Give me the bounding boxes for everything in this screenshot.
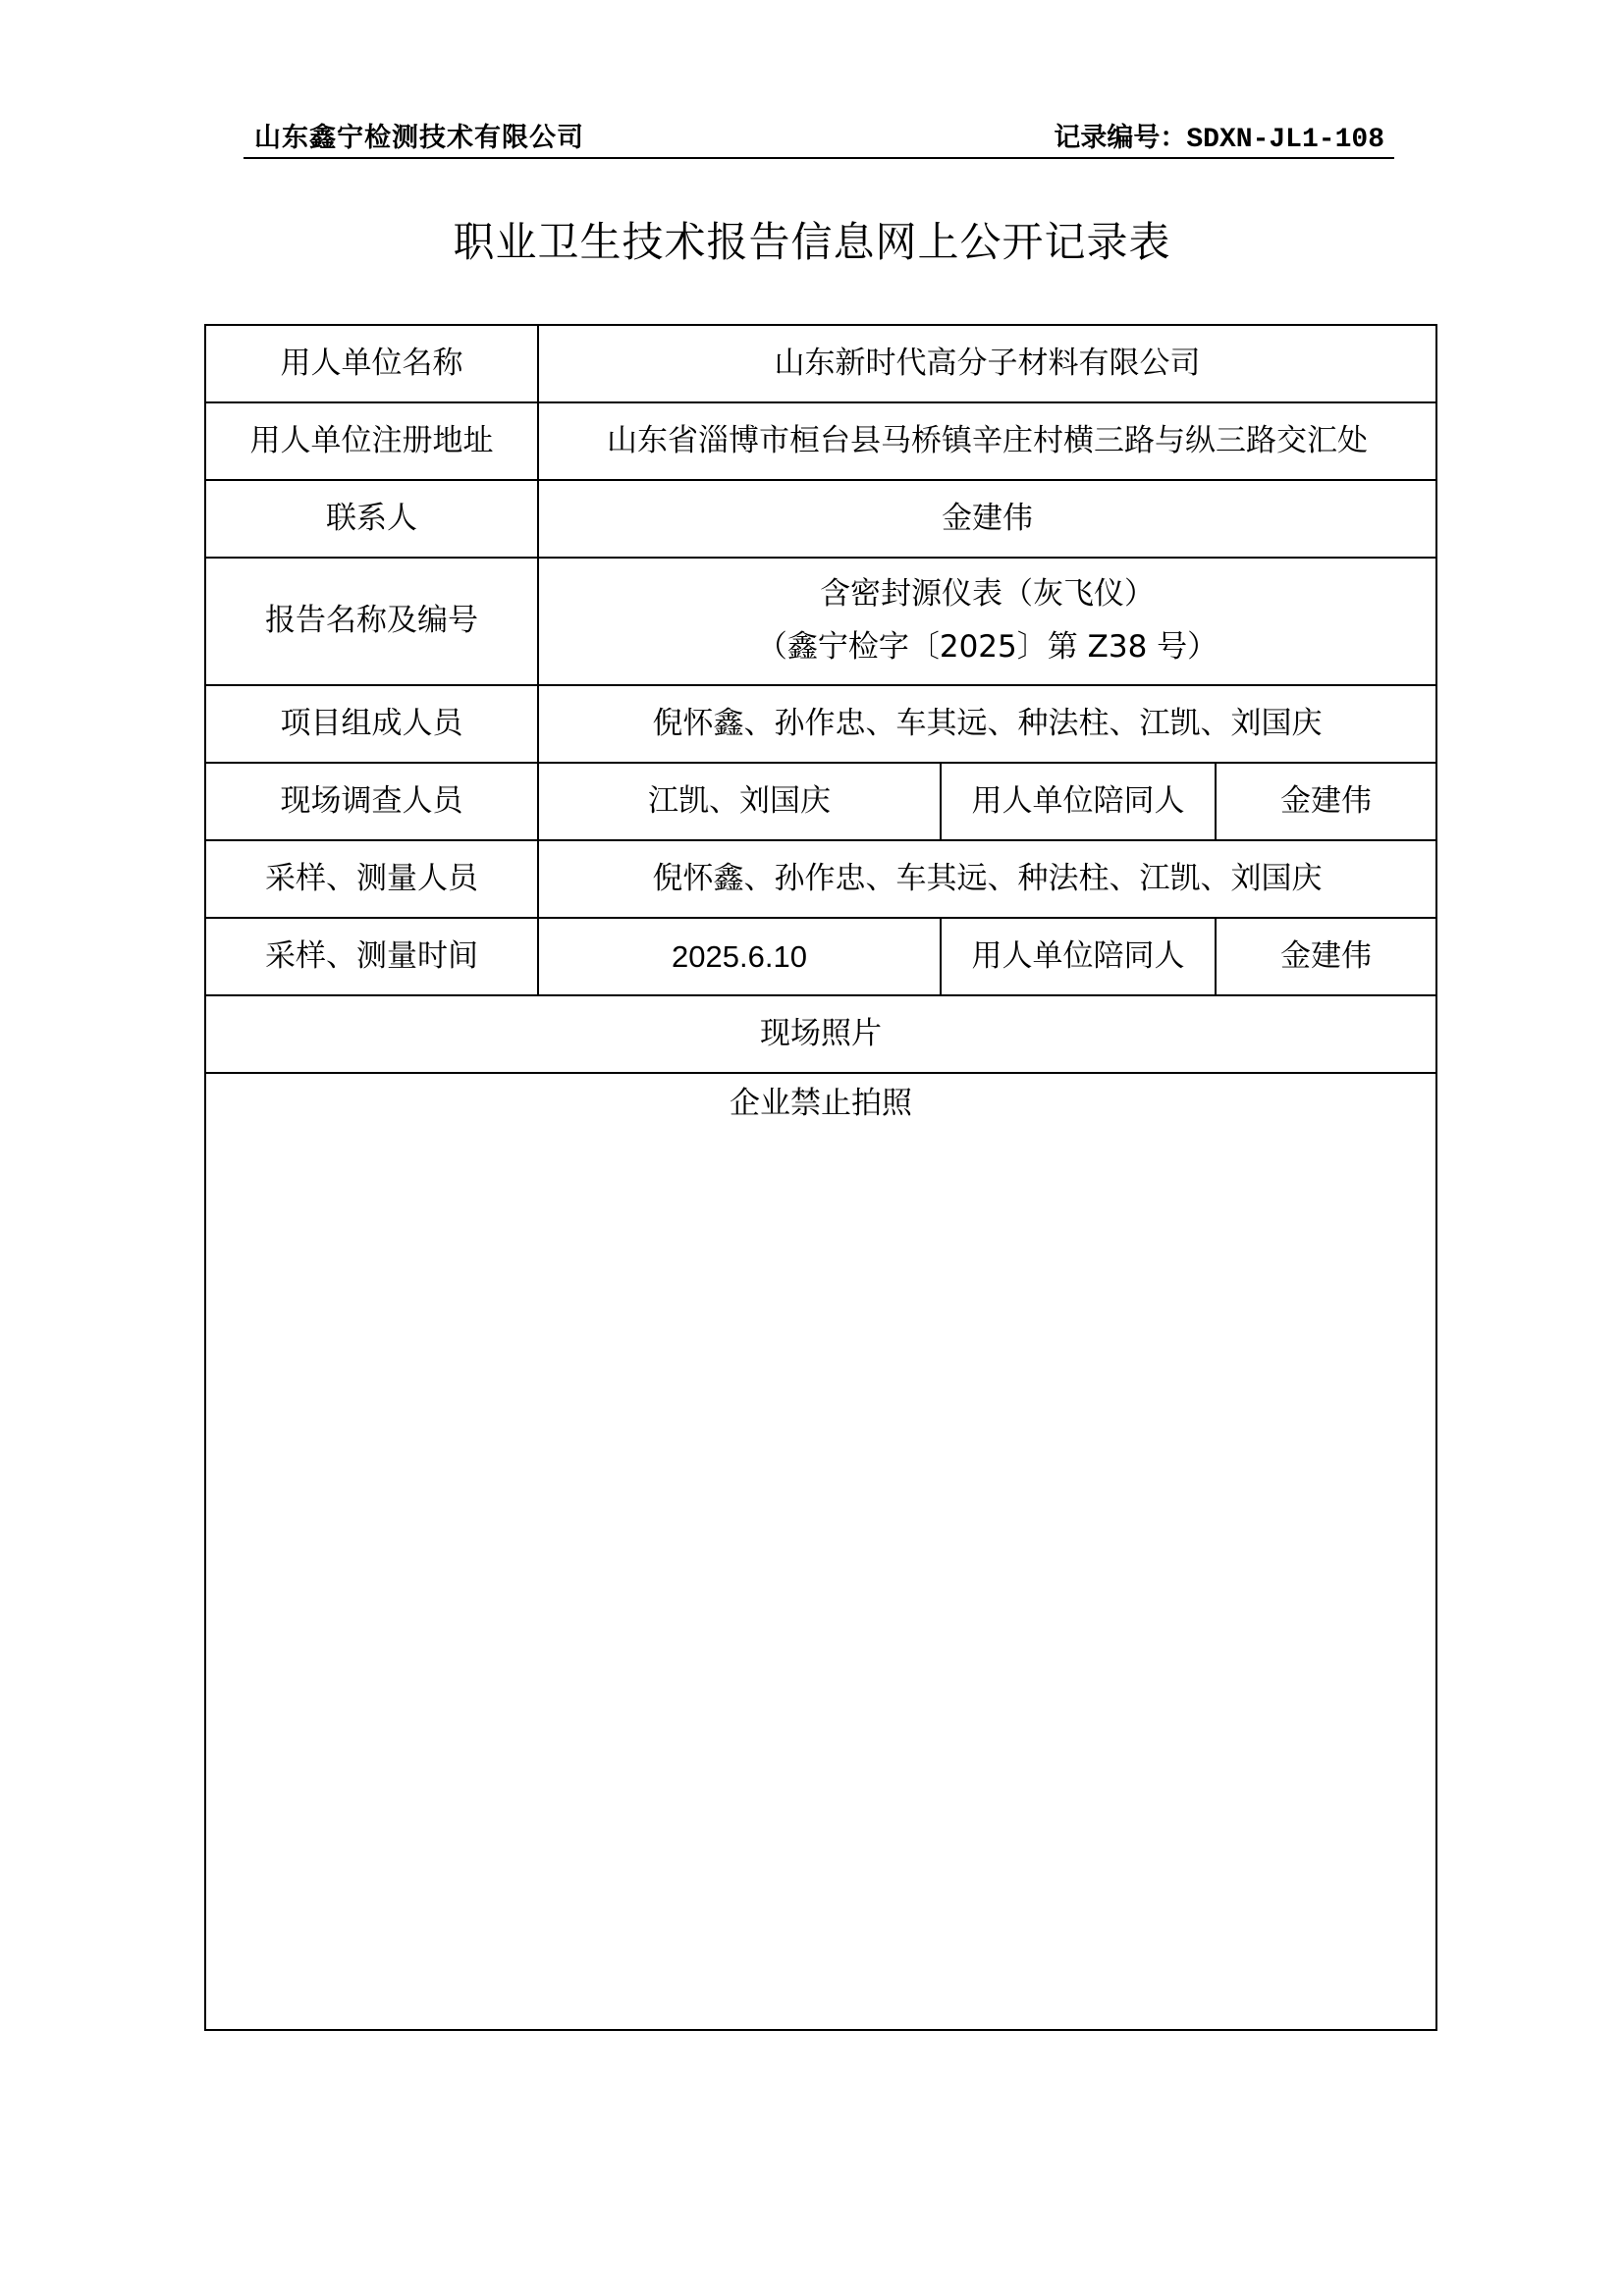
employer-name-label: 用人单位名称 [205, 325, 538, 402]
record-number-label: 记录编号： [1054, 123, 1187, 153]
row-photos [205, 1073, 1436, 2030]
employer-name-value: 山东新时代高分子材料有限公司 [538, 325, 1436, 402]
photos-note: 企业禁止拍照 [205, 1073, 1436, 2030]
report-number: （鑫宁检字〔2025〕第 Z38 号） [756, 629, 1218, 665]
row-sampling-time [205, 918, 1436, 995]
survey-value: 江凯、刘国庆 [538, 763, 941, 840]
sampling-escort-label: 用人单位陪同人 [941, 918, 1216, 995]
sampling-time-label: 采样、测量时间 [205, 918, 538, 995]
sampling-escort-value: 金建伟 [1216, 918, 1436, 995]
sampling-time-value: 2025.6.10 [538, 918, 941, 995]
row-photos-header [205, 995, 1436, 1073]
row-team [205, 685, 1436, 763]
report-name: 含密封源仪表（灰飞仪） [820, 576, 1155, 613]
row-address [205, 402, 1436, 480]
header-record-number [1054, 116, 1384, 155]
row-report [205, 558, 1436, 685]
contact-value: 金建伟 [538, 480, 1436, 558]
team-label: 项目组成人员 [205, 685, 538, 763]
team-value: 倪怀鑫、孙作忠、车其远、种法柱、江凯、刘国庆 [538, 685, 1436, 763]
survey-escort-value: 金建伟 [1216, 763, 1436, 840]
header-company-name: 山东鑫宁检测技术有限公司 [254, 123, 584, 153]
row-sampling [205, 840, 1436, 918]
header-divider [244, 157, 1394, 159]
record-number-value: SDXN-JL1-108 [1186, 125, 1384, 155]
survey-label: 现场调查人员 [205, 763, 538, 840]
photos-label: 现场照片 [205, 995, 1436, 1073]
report-label: 报告名称及编号 [205, 558, 538, 685]
sampling-value: 倪怀鑫、孙作忠、车其远、种法柱、江凯、刘国庆 [538, 840, 1436, 918]
row-contact [205, 480, 1436, 558]
survey-escort-label: 用人单位陪同人 [941, 763, 1216, 840]
record-table [204, 324, 1437, 2031]
contact-label: 联系人 [205, 480, 538, 558]
report-value [538, 558, 1436, 685]
row-survey [205, 763, 1436, 840]
document-title: 职业卫生技术报告信息网上公开记录表 [453, 218, 1171, 266]
sampling-label: 采样、测量人员 [205, 840, 538, 918]
address-label: 用人单位注册地址 [205, 402, 538, 480]
address-value: 山东省淄博市桓台县马桥镇辛庄村横三路与纵三路交汇处 [538, 402, 1436, 480]
row-employer-name [205, 325, 1436, 402]
